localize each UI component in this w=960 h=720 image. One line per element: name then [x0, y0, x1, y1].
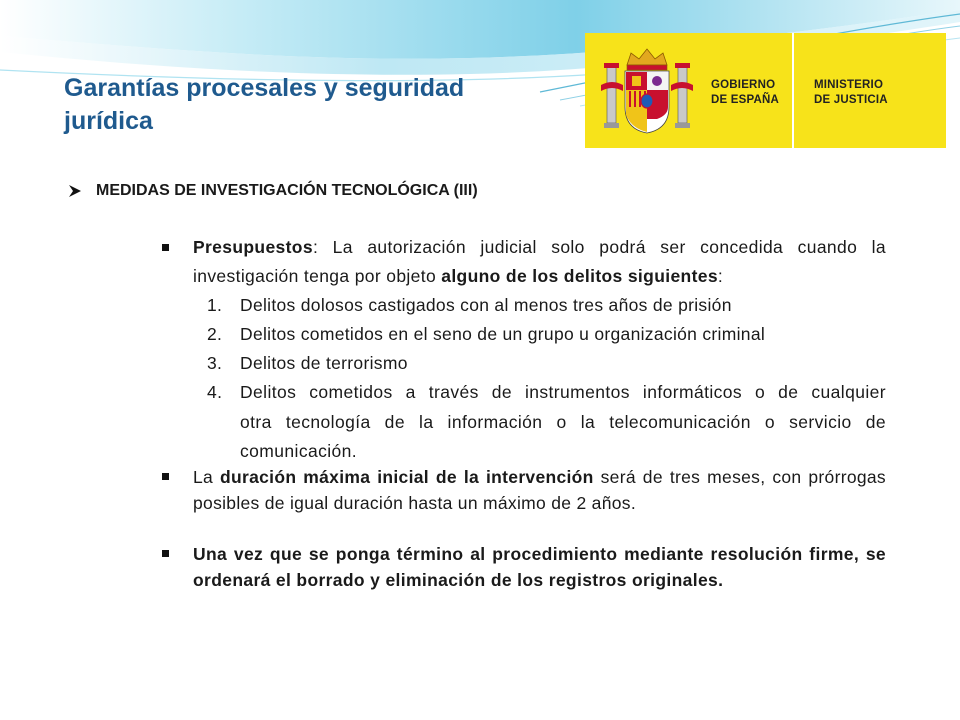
page-title: Garantías procesales y seguridad jurídica — [64, 74, 465, 135]
bullet-duracion-emphasis: duración máxima inicial de la intervención — [220, 467, 594, 487]
ministerio-de-justicia-label: MINISTERIO DE JUSTICIA — [814, 79, 888, 106]
section-heading-text: MEDIDAS DE INVESTIGACIÓN TECNOLÓGICA (III) — [96, 182, 478, 199]
square-bullet-icon — [162, 550, 169, 557]
bullet-duracion-body: será de tres meses, con prórrogas posibles de igual duración hasta un máximo de 2 años. — [193, 467, 886, 513]
bullet-presupuestos-colon: : — [717, 266, 724, 286]
bullet-duracion — [162, 464, 886, 516]
gobierno-de-espana-label: GOBIERNO DE ESPAÑA — [711, 79, 780, 106]
government-logo — [585, 33, 946, 148]
square-bullet-icon — [162, 473, 169, 480]
list-item-text: Delitos dolosos castigados con al menos tres años de prisión — [240, 295, 732, 315]
coat-of-arms-icon — [597, 45, 697, 137]
bullet-presupuestos-text — [193, 233, 886, 291]
list-item-number: 4. — [207, 382, 223, 402]
bullet-presupuestos — [162, 233, 886, 291]
bullet-borrado-text: Una vez que se ponga término al procedimiento mediante resolución firme, se ordenará el borrado y eliminación de los registros originales. — [193, 544, 886, 590]
bullet-presupuestos-label: Presupuestos — [193, 237, 313, 257]
list-item — [162, 320, 886, 349]
list-item-text: Delitos cometidos a través de instrumentos informáticos o de cualquier otra tecnología de la información o la telecomunicación o servicio de comunicación. — [240, 382, 886, 461]
bullet-presupuestos-emphasis: alguno de los delitos siguientes — [441, 266, 718, 286]
delitos-list — [162, 291, 886, 467]
list-item-text: Delitos de terrorismo — [240, 353, 408, 373]
logo-divider — [792, 33, 794, 148]
list-item — [162, 349, 886, 378]
list-item-text: Delitos cometidos en el seno de un grupo u organización criminal — [240, 324, 766, 344]
bullet-duracion-prefix: La — [193, 467, 221, 487]
arrow-bullet-icon — [68, 184, 82, 198]
bullet-borrado — [162, 541, 886, 593]
section-heading — [68, 180, 768, 202]
bullet-duracion-text — [193, 464, 886, 516]
square-bullet-icon — [162, 244, 169, 251]
list-item — [162, 291, 886, 320]
list-item — [162, 378, 886, 467]
list-item-number: 2. — [207, 324, 223, 344]
list-item-number: 3. — [207, 353, 223, 373]
bullet-presupuestos-body: : La autorización judicial solo podrá ser concedida cuando la investigación tenga por objeto — [193, 237, 886, 286]
list-item-number: 1. — [207, 295, 223, 315]
